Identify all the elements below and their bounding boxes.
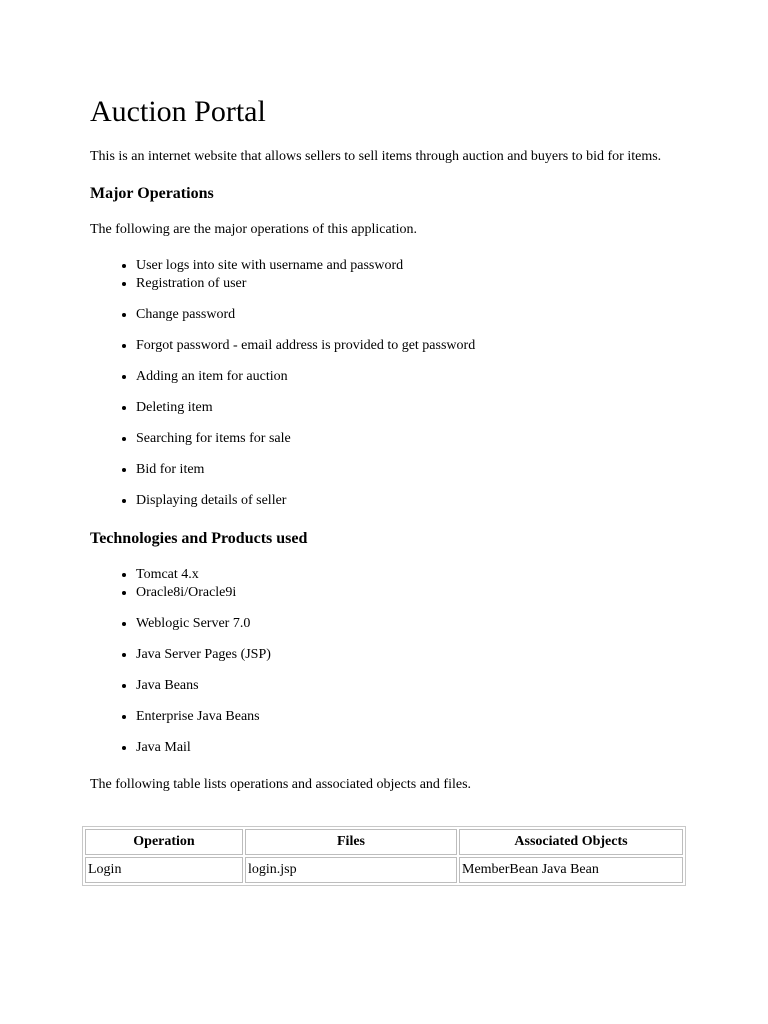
list-item: • Adding an item for auction (136, 368, 690, 386)
column-header-files: Files (245, 829, 457, 855)
major-operations-list (90, 257, 690, 510)
technologies-heading: Technologies and Products used (90, 530, 308, 547)
major-operations-lead: The following are the major operations of this application. (90, 222, 417, 237)
table-row (85, 857, 683, 883)
intro-paragraph: This is an internet website that allows sellers to sell items through auction and buyers to bid for items. (90, 149, 662, 164)
table-intro: The following table lists operations and associated objects and files. (90, 777, 472, 792)
table-cell-operation: Login (85, 857, 243, 883)
list-item: • Java Server Pages (JSP) (136, 646, 690, 664)
list-item: • Searching for items for sale (136, 430, 690, 448)
list-item: • Bid for item (136, 461, 690, 479)
list-item: • Java Beans (136, 677, 690, 695)
table-header-row (85, 829, 683, 855)
list-item: • Displaying details of seller (136, 492, 690, 510)
major-operations-heading: Major Operations (90, 185, 214, 202)
list-item: • Enterprise Java Beans (136, 708, 690, 726)
document-body (90, 92, 690, 793)
list-item: • Tomcat 4.x (136, 566, 690, 584)
list-item: • Weblogic Server 7.0 (136, 615, 690, 633)
list-item: • Java Mail (136, 739, 690, 757)
operations-table (82, 826, 686, 886)
list-item: • Change password (136, 306, 690, 324)
list-item: • Deleting item (136, 399, 690, 417)
table-cell-associated-objects: MemberBean Java Bean (459, 857, 683, 883)
technologies-list (90, 566, 690, 757)
list-item: • Registration of user (136, 275, 690, 293)
page-title: Auction Portal (90, 95, 266, 128)
column-header-associated-objects: Associated Objects (459, 829, 683, 855)
list-item: • User logs into site with username and password (136, 257, 690, 275)
list-item: • Forgot password - email address is provided to get password (136, 337, 690, 355)
table-cell-files: login.jsp (245, 857, 457, 883)
list-item: • Oracle8i/Oracle9i (136, 584, 690, 602)
column-header-operation: Operation (85, 829, 243, 855)
